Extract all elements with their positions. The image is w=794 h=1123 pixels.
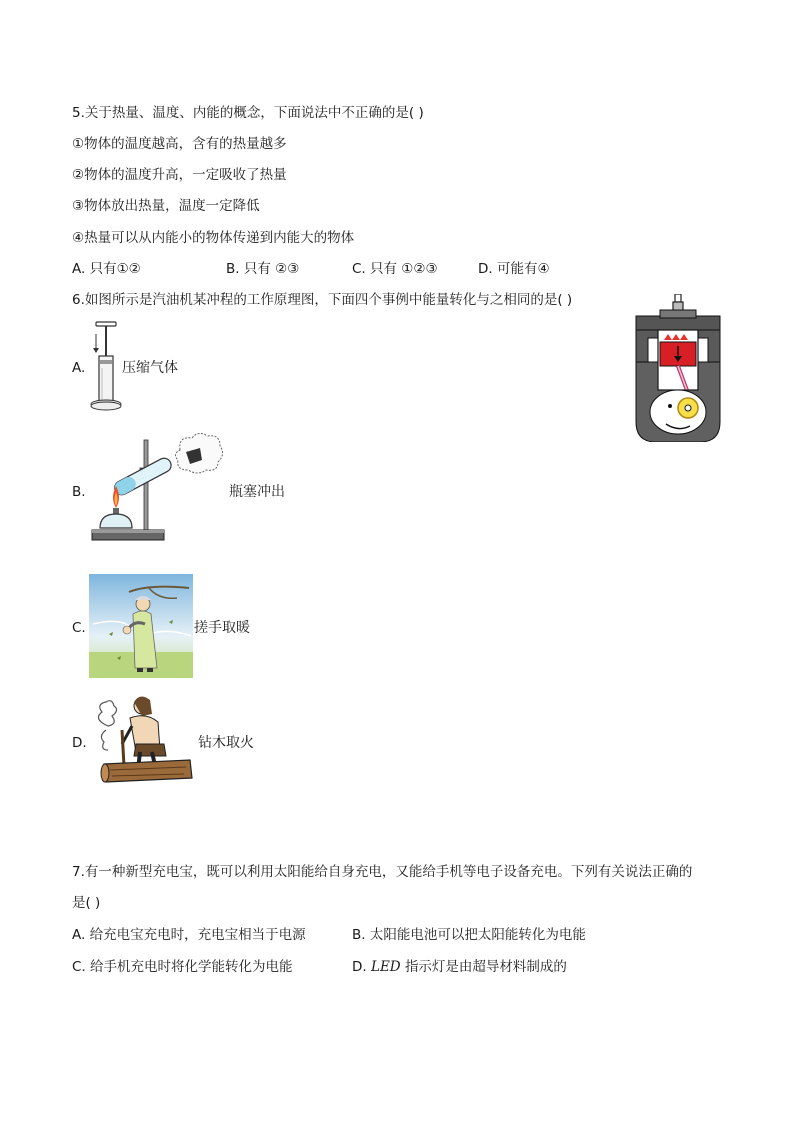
q7-option-c: C. 给手机充电时将化学能转化为电能	[72, 959, 293, 975]
q7-option-a: A. 给充电宝充电时，充电宝相当于电源	[72, 927, 306, 943]
q5-option-a: A. 只有①②	[72, 261, 141, 277]
q7-option-d	[352, 958, 567, 976]
test-tube-cork-image	[90, 430, 226, 550]
q5-stem: 5.关于热量、温度、内能的概念，下面说法中不正确的是( )	[72, 105, 424, 121]
q6-option-b-label: B.	[72, 484, 86, 500]
q7-stem-line1: 7.有一种新型充电宝，既可以利用太阳能给自身充电，又能给手机等电子设备充电。下列有关说法正确的	[72, 864, 693, 880]
q5-statement-3: ③物体放出热量，温度一定降低	[72, 198, 260, 214]
gasoline-engine-diagram	[632, 294, 724, 442]
air-compression-syringe-image	[88, 320, 124, 412]
q7-option-b: B. 太阳能电池可以把太阳能转化为电能	[352, 927, 586, 943]
q7-option-d-led: LED	[370, 959, 401, 975]
q5-statement-4: ④热量可以从内能小的物体传递到内能大的物体	[72, 230, 355, 246]
q6-option-c-caption: 搓手取暖	[194, 620, 250, 636]
q7-option-d-text: 指示灯是由超导材料制成的	[404, 959, 567, 975]
q6-option-b-caption: 瓶塞冲出	[229, 484, 285, 500]
q6-stem: 6.如图所示是汽油机某冲程的工作原理图，下面四个事例中能量转化与之相同的是( )	[72, 292, 573, 308]
q5-option-d: D. 可能有④	[478, 261, 550, 277]
rubbing-hands-image	[89, 574, 193, 678]
q7-option-d-prefix: D.	[352, 959, 367, 975]
q5-statement-1: ①物体的温度越高，含有的热量越多	[72, 136, 287, 152]
q7-stem-line2: 是( )	[72, 895, 101, 911]
drilling-wood-fire-image	[90, 690, 196, 786]
q5-statement-2: ②物体的温度升高，一定吸收了热量	[72, 167, 287, 183]
q6-option-a-label: A.	[72, 360, 86, 376]
q5-option-b: B. 只有 ②③	[226, 261, 300, 277]
q6-option-d-caption: 钻木取火	[198, 735, 254, 751]
q6-option-c-label: C.	[72, 620, 86, 636]
q5-option-c: C. 只有 ①②③	[352, 261, 438, 277]
q6-option-d-label: D.	[72, 735, 87, 751]
q6-option-a-caption: 压缩气体	[122, 360, 178, 376]
